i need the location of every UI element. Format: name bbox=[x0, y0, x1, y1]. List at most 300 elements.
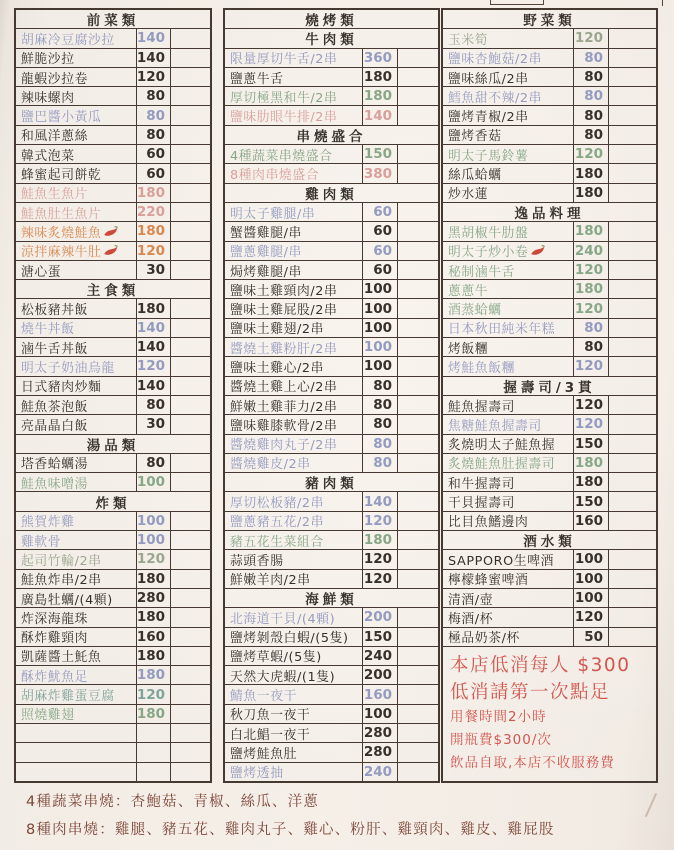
item-price: 140 bbox=[136, 377, 170, 395]
quantity-cell bbox=[170, 261, 210, 279]
quantity-cell bbox=[170, 685, 210, 703]
menu-item-row bbox=[16, 164, 210, 183]
item-name: 鮮脆沙拉 bbox=[21, 52, 75, 67]
quantity-cell bbox=[397, 647, 438, 665]
menu-item-row bbox=[443, 29, 656, 48]
quantity-cell bbox=[608, 550, 656, 568]
item-price bbox=[136, 724, 170, 742]
menu-item-row bbox=[225, 531, 438, 550]
menu-item-row bbox=[443, 242, 656, 261]
item-price: 120 bbox=[573, 261, 608, 279]
item-price: 120 bbox=[573, 145, 608, 163]
quantity-cell bbox=[397, 87, 438, 105]
quantity-cell bbox=[170, 203, 210, 221]
menu-item-row bbox=[16, 473, 210, 492]
quantity-cell bbox=[608, 242, 656, 260]
notice-line: 飲品自取,本店不收服務費 bbox=[450, 754, 615, 771]
quantity-cell bbox=[397, 763, 438, 781]
quantity-cell bbox=[170, 512, 210, 530]
menu-item-row bbox=[16, 589, 210, 608]
item-price: 200 bbox=[362, 666, 397, 684]
item-name: 鹽烤透抽 bbox=[230, 766, 284, 781]
item-price: 80 bbox=[573, 87, 608, 105]
item-name: 辣味炙燒鮭魚 bbox=[16, 222, 136, 240]
section-header: 豬肉類 bbox=[225, 473, 438, 492]
quantity-cell bbox=[170, 705, 210, 723]
item-price: 100 bbox=[362, 338, 397, 356]
item-price: 180 bbox=[136, 705, 170, 723]
item-price: 150 bbox=[573, 492, 608, 510]
menu-item-row bbox=[225, 705, 438, 724]
quantity-cell bbox=[170, 29, 210, 47]
item-price: 360 bbox=[362, 49, 397, 67]
quantity-cell bbox=[170, 473, 210, 491]
item-price: 150 bbox=[573, 435, 608, 453]
item-price: 80 bbox=[362, 454, 397, 472]
notice-line: 本店低消每人 $300 bbox=[450, 654, 631, 676]
item-name: 溏心蛋 bbox=[21, 264, 62, 280]
item-name: 4種蔬菜串燒盛合 bbox=[230, 148, 333, 164]
vegetable-skewer-legend: 4種蔬菜串燒：杏鮑菇、青椒、絲瓜、洋蔥 bbox=[26, 794, 320, 810]
item-name: 廣島牡蠣/(4顆) bbox=[21, 592, 113, 608]
menu-item-row bbox=[16, 628, 210, 647]
item-name: 塔香蛤蠣湯 bbox=[21, 457, 88, 473]
menu-item-row bbox=[443, 222, 656, 241]
menu-item-row bbox=[443, 126, 656, 145]
quantity-cell bbox=[397, 512, 438, 530]
cropped-row-fragment bbox=[662, 0, 672, 6]
menu-table-left bbox=[14, 8, 212, 783]
item-name: SAPPORO生啤酒 bbox=[448, 553, 554, 569]
item-price: 180 bbox=[573, 222, 608, 240]
menu-item-row bbox=[16, 570, 210, 589]
menu-item-row bbox=[443, 184, 656, 203]
item-price: 100 bbox=[136, 512, 170, 530]
item-name bbox=[16, 724, 136, 742]
item-name: 辣味螺肉 bbox=[21, 90, 75, 106]
item-name: 鹽烤香菇 bbox=[448, 129, 502, 145]
item-price: 180 bbox=[573, 454, 608, 472]
quantity-cell bbox=[170, 184, 210, 202]
item-price: 380 bbox=[362, 164, 397, 182]
item-price: 80 bbox=[136, 126, 170, 144]
quantity-cell bbox=[397, 145, 438, 163]
item-price: 30 bbox=[136, 415, 170, 433]
quantity-cell bbox=[170, 357, 210, 375]
menu-item-row bbox=[225, 685, 438, 704]
item-price: 200 bbox=[362, 608, 397, 626]
item-name: 鮭魚味噌湯 bbox=[21, 476, 88, 492]
item-name: 起司竹輪/2串 bbox=[21, 553, 102, 569]
menu-item-row bbox=[225, 338, 438, 357]
menu-item-row bbox=[16, 49, 210, 68]
item-price: 60 bbox=[362, 222, 397, 240]
menu-item-row bbox=[225, 666, 438, 685]
menu-item-row bbox=[443, 49, 656, 68]
quantity-cell bbox=[608, 608, 656, 626]
menu-item-row bbox=[225, 203, 438, 222]
item-price: 180 bbox=[136, 299, 170, 317]
menu-item-row bbox=[16, 531, 210, 550]
item-name: 鹽烤鮭魚肚 bbox=[230, 746, 297, 762]
item-name: 明太子炒小卷 bbox=[443, 242, 573, 260]
menu-item-row bbox=[225, 608, 438, 627]
menu-item-row bbox=[443, 415, 656, 434]
section-header: 牛肉類 bbox=[225, 29, 438, 48]
item-name: 韓式泡菜 bbox=[21, 148, 75, 164]
menu-item-row bbox=[443, 164, 656, 183]
section-header: 雞肉類 bbox=[225, 184, 438, 203]
item-name: 雞軟骨 bbox=[21, 534, 62, 550]
item-price: 180 bbox=[573, 280, 608, 298]
quantity-cell bbox=[170, 87, 210, 105]
quantity-cell bbox=[170, 299, 210, 317]
item-name: 鱈魚甜不辣/2串 bbox=[448, 90, 543, 106]
menu-item-row bbox=[225, 435, 438, 454]
item-price: 80 bbox=[136, 106, 170, 124]
section-header: 野菜類 bbox=[443, 10, 656, 29]
quantity-cell bbox=[608, 29, 656, 47]
item-price: 100 bbox=[362, 705, 397, 723]
item-name: 鮮嫩羊肉/2串 bbox=[230, 573, 311, 588]
quantity-cell bbox=[397, 261, 438, 279]
item-name: 限量厚切牛舌/2串 bbox=[230, 52, 338, 67]
quantity-cell bbox=[170, 589, 210, 607]
item-price: 150 bbox=[362, 145, 397, 163]
quantity-cell bbox=[170, 377, 210, 395]
item-price: 80 bbox=[573, 338, 608, 356]
quantity-cell bbox=[608, 570, 656, 588]
menu-item-row bbox=[16, 357, 210, 376]
menu-item-row bbox=[16, 454, 210, 473]
chili-icon bbox=[103, 245, 118, 256]
item-name: 秋刀魚一夜干 bbox=[230, 708, 311, 723]
menu-item-row bbox=[16, 608, 210, 627]
quantity-cell bbox=[608, 357, 656, 375]
menu-item-row bbox=[443, 550, 656, 569]
menu-item-row bbox=[225, 724, 438, 743]
quantity-cell bbox=[608, 454, 656, 472]
item-name: 豬五花生菜組合 bbox=[230, 534, 324, 550]
item-name: 鹽味絲瓜/2串 bbox=[448, 71, 529, 87]
item-name: 焗烤雞腿/串 bbox=[230, 264, 302, 280]
menu-item-row bbox=[16, 222, 210, 241]
menu-item-row bbox=[443, 299, 656, 318]
quantity-cell bbox=[397, 319, 438, 337]
quantity-cell bbox=[608, 415, 656, 433]
item-name: 炸深海龍珠 bbox=[21, 611, 88, 627]
menu-item-row bbox=[225, 743, 438, 762]
quantity-cell bbox=[397, 743, 438, 761]
item-name: 醬燒雞肉丸子/2串 bbox=[230, 438, 338, 453]
menu-item-row bbox=[16, 106, 210, 125]
item-name: 焦糖鮭魚握壽司 bbox=[448, 418, 542, 434]
item-name: 鹽蔥豬五花/2串 bbox=[230, 515, 325, 531]
menu-item-row bbox=[16, 203, 210, 222]
skewer-legend bbox=[26, 788, 555, 844]
item-price: 80 bbox=[573, 68, 608, 86]
section-header: 炸類 bbox=[16, 492, 210, 511]
quantity-cell bbox=[397, 377, 438, 395]
item-name: 滷牛舌丼飯 bbox=[21, 341, 88, 357]
menu-item-row bbox=[443, 570, 656, 589]
item-price: 120 bbox=[573, 357, 608, 375]
item-name: 鹽味雞膝軟骨/2串 bbox=[230, 418, 338, 434]
quantity-cell bbox=[608, 145, 656, 163]
item-price: 180 bbox=[362, 68, 397, 86]
item-price: 60 bbox=[136, 145, 170, 163]
item-price: 80 bbox=[362, 415, 397, 433]
item-price: 120 bbox=[362, 512, 397, 530]
quantity-cell bbox=[397, 685, 438, 703]
quantity-cell bbox=[397, 531, 438, 549]
quantity-cell bbox=[170, 222, 210, 240]
chili-icon bbox=[103, 226, 118, 237]
menu-item-row bbox=[16, 512, 210, 531]
menu-item-row bbox=[16, 724, 210, 743]
menu-item-row bbox=[443, 608, 656, 627]
item-price: 120 bbox=[362, 550, 397, 568]
menu-item-row bbox=[16, 415, 210, 434]
item-price: 160 bbox=[362, 685, 397, 703]
menu-item-row bbox=[443, 396, 656, 415]
item-name: 明太子雞腿/串 bbox=[230, 206, 316, 222]
quantity-cell bbox=[170, 608, 210, 626]
item-price: 180 bbox=[362, 87, 397, 105]
quantity-cell bbox=[397, 68, 438, 86]
menu-item-row bbox=[225, 454, 438, 473]
item-name: 鹽蔥雞腿/串 bbox=[230, 245, 302, 260]
item-name: 亮晶晶白飯 bbox=[21, 418, 88, 434]
menu-item-row bbox=[225, 550, 438, 569]
section-header: 主食類 bbox=[16, 280, 210, 299]
item-name: 鹽味土雞頸肉/2串 bbox=[230, 283, 338, 299]
quantity-cell bbox=[608, 280, 656, 298]
item-price: 120 bbox=[573, 396, 608, 414]
menu-item-row bbox=[225, 319, 438, 338]
item-name: 凱薩醬土魠魚 bbox=[21, 650, 102, 666]
quantity-cell bbox=[608, 87, 656, 105]
quantity-cell bbox=[397, 666, 438, 684]
item-price: 180 bbox=[136, 570, 170, 588]
item-name: 鹽味杏鮑菇/2串 bbox=[448, 52, 543, 67]
menu-item-row bbox=[16, 396, 210, 415]
quantity-cell bbox=[170, 724, 210, 742]
item-price: 180 bbox=[573, 164, 608, 182]
item-name: 蒜頭香腸 bbox=[230, 553, 284, 569]
quantity-cell bbox=[397, 724, 438, 742]
item-price: 220 bbox=[136, 203, 170, 221]
item-name: 炙燒明太子鮭魚握 bbox=[448, 438, 556, 453]
menu-item-row bbox=[443, 357, 656, 376]
menu-item-row bbox=[225, 242, 438, 261]
item-name: 鹽烤剝殼白蝦/(5隻) bbox=[230, 631, 349, 646]
item-price: 120 bbox=[573, 29, 608, 47]
quantity-cell bbox=[608, 222, 656, 240]
menu-item-row bbox=[225, 647, 438, 666]
item-price: 120 bbox=[136, 550, 170, 568]
item-price: 240 bbox=[362, 647, 397, 665]
menu-item-row bbox=[225, 106, 438, 125]
menu-item-row bbox=[16, 87, 210, 106]
item-name: 燒牛丼飯 bbox=[21, 322, 75, 338]
chili-icon bbox=[530, 245, 545, 256]
item-name: 蟹醬雞腿/串 bbox=[230, 225, 302, 241]
item-price: 100 bbox=[573, 550, 608, 568]
item-name: 比目魚鰭邊肉 bbox=[448, 515, 529, 531]
item-price: 240 bbox=[573, 242, 608, 260]
item-name: 醬燒雞皮/2串 bbox=[230, 457, 311, 473]
section-header: 湯品類 bbox=[16, 435, 210, 454]
item-price: 140 bbox=[136, 49, 170, 67]
item-price: 280 bbox=[362, 743, 397, 761]
quantity-cell bbox=[608, 261, 656, 279]
item-price: 180 bbox=[136, 647, 170, 665]
quantity-cell bbox=[397, 49, 438, 67]
menu-item-row bbox=[225, 299, 438, 318]
item-price: 60 bbox=[136, 164, 170, 182]
quantity-cell bbox=[170, 666, 210, 684]
item-name: 日式豬肉炒麵 bbox=[21, 380, 102, 395]
quantity-cell bbox=[397, 396, 438, 414]
menu-item-row bbox=[225, 87, 438, 106]
section-header: 燒烤類 bbox=[225, 10, 438, 29]
item-price: 120 bbox=[136, 685, 170, 703]
menu-item-row bbox=[16, 299, 210, 318]
quantity-cell bbox=[397, 435, 438, 453]
item-price: 80 bbox=[136, 396, 170, 414]
item-name: 絲瓜蛤蠣 bbox=[448, 168, 502, 183]
item-name: 醬燒土雞粉肝/2串 bbox=[230, 341, 338, 357]
menu-table-right bbox=[441, 8, 658, 783]
item-price: 60 bbox=[362, 242, 397, 260]
notice-line: 開瓶費$300/次 bbox=[450, 731, 552, 748]
item-price: 50 bbox=[573, 628, 608, 646]
quantity-cell bbox=[608, 319, 656, 337]
item-price: 80 bbox=[136, 87, 170, 105]
menu-item-row bbox=[443, 454, 656, 473]
menu-item-row bbox=[443, 319, 656, 338]
item-name: 鹽味肋眼牛排/2串 bbox=[230, 110, 338, 125]
menu-item-row bbox=[225, 280, 438, 299]
quantity-cell bbox=[397, 299, 438, 317]
item-name: 鮭魚肚生魚片 bbox=[21, 206, 102, 222]
item-name: 鹽味土雞翅/2串 bbox=[230, 322, 325, 338]
quantity-cell bbox=[608, 396, 656, 414]
menu-item-row bbox=[16, 377, 210, 396]
menu-item-row bbox=[443, 87, 656, 106]
menu-item-row bbox=[225, 377, 438, 396]
quantity-cell bbox=[170, 106, 210, 124]
item-name: 天然大虎蝦/(1隻) bbox=[230, 669, 336, 685]
item-name: 胡麻冷豆腐沙拉 bbox=[21, 32, 115, 48]
item-price: 80 bbox=[573, 126, 608, 144]
quantity-cell bbox=[170, 743, 210, 761]
item-name: 鮭魚茶泡飯 bbox=[21, 399, 88, 415]
item-name bbox=[16, 763, 136, 781]
item-price: 120 bbox=[573, 299, 608, 317]
menu-item-row bbox=[443, 512, 656, 531]
item-price bbox=[136, 763, 170, 781]
item-price: 100 bbox=[136, 473, 170, 491]
minimum-charge-notice bbox=[443, 647, 656, 781]
item-name: 酒蒸蛤蠣 bbox=[448, 303, 502, 318]
menu-item-row bbox=[225, 357, 438, 376]
item-name: 鮭魚握壽司 bbox=[448, 399, 515, 415]
menu-item-row bbox=[225, 570, 438, 589]
item-name: 鹽巴醬小黃瓜 bbox=[21, 110, 102, 125]
quantity-cell bbox=[170, 319, 210, 337]
item-name: 玉米筍 bbox=[448, 32, 489, 48]
item-price: 100 bbox=[573, 570, 608, 588]
item-price: 100 bbox=[362, 299, 397, 317]
quantity-cell bbox=[170, 242, 210, 260]
menu-item-row bbox=[443, 338, 656, 357]
menu-item-row bbox=[443, 589, 656, 608]
menu-item-row bbox=[16, 319, 210, 338]
section-header: 握壽司/3貫 bbox=[443, 377, 656, 396]
item-price: 100 bbox=[362, 280, 397, 298]
item-price: 160 bbox=[573, 512, 608, 530]
quantity-cell bbox=[170, 628, 210, 646]
quantity-cell bbox=[608, 164, 656, 182]
item-name: 白北鯧一夜干 bbox=[230, 727, 311, 743]
quantity-cell bbox=[397, 280, 438, 298]
quantity-cell bbox=[608, 68, 656, 86]
item-name: 蔥蔥牛 bbox=[448, 283, 489, 299]
quantity-cell bbox=[170, 68, 210, 86]
quantity-cell bbox=[170, 550, 210, 568]
item-name: 龍蝦沙拉卷 bbox=[21, 71, 88, 87]
item-price: 100 bbox=[136, 531, 170, 549]
notice-line: 用餐時間2小時 bbox=[450, 708, 547, 725]
menu-item-row bbox=[443, 261, 656, 280]
quantity-cell bbox=[608, 338, 656, 356]
item-name: 烤飯糰 bbox=[448, 341, 489, 357]
quantity-cell bbox=[170, 531, 210, 549]
quantity-cell bbox=[608, 126, 656, 144]
item-price: 160 bbox=[136, 628, 170, 646]
menu-item-row bbox=[16, 743, 210, 762]
item-price: 80 bbox=[362, 396, 397, 414]
item-name: 厚切松板豬/2串 bbox=[230, 496, 325, 511]
item-price: 80 bbox=[573, 106, 608, 124]
item-price: 80 bbox=[136, 454, 170, 472]
item-name: 鹽味土雞屁股/2串 bbox=[230, 303, 338, 318]
item-name: 8種肉串燒盛合 bbox=[230, 168, 320, 183]
quantity-cell bbox=[397, 242, 438, 260]
quantity-cell bbox=[397, 357, 438, 375]
quantity-cell bbox=[397, 705, 438, 723]
item-name: 蜂蜜起司餅乾 bbox=[21, 168, 102, 183]
quantity-cell bbox=[608, 184, 656, 202]
menu-item-row bbox=[443, 280, 656, 299]
section-header: 前菜類 bbox=[16, 10, 210, 29]
menu-item-row bbox=[16, 145, 210, 164]
item-price: 30 bbox=[136, 261, 170, 279]
item-price: 100 bbox=[573, 589, 608, 607]
quantity-cell bbox=[608, 589, 656, 607]
menu-item-row bbox=[16, 705, 210, 724]
quantity-cell bbox=[397, 338, 438, 356]
item-price: 180 bbox=[136, 608, 170, 626]
item-name: 清酒/壺 bbox=[448, 592, 494, 608]
item-price: 140 bbox=[362, 106, 397, 124]
item-price: 100 bbox=[362, 319, 397, 337]
item-name: 和風洋蔥絲 bbox=[21, 129, 88, 145]
item-name: 酥炸魷魚足 bbox=[21, 669, 88, 685]
item-name: 黑胡椒牛肋盤 bbox=[448, 225, 529, 241]
